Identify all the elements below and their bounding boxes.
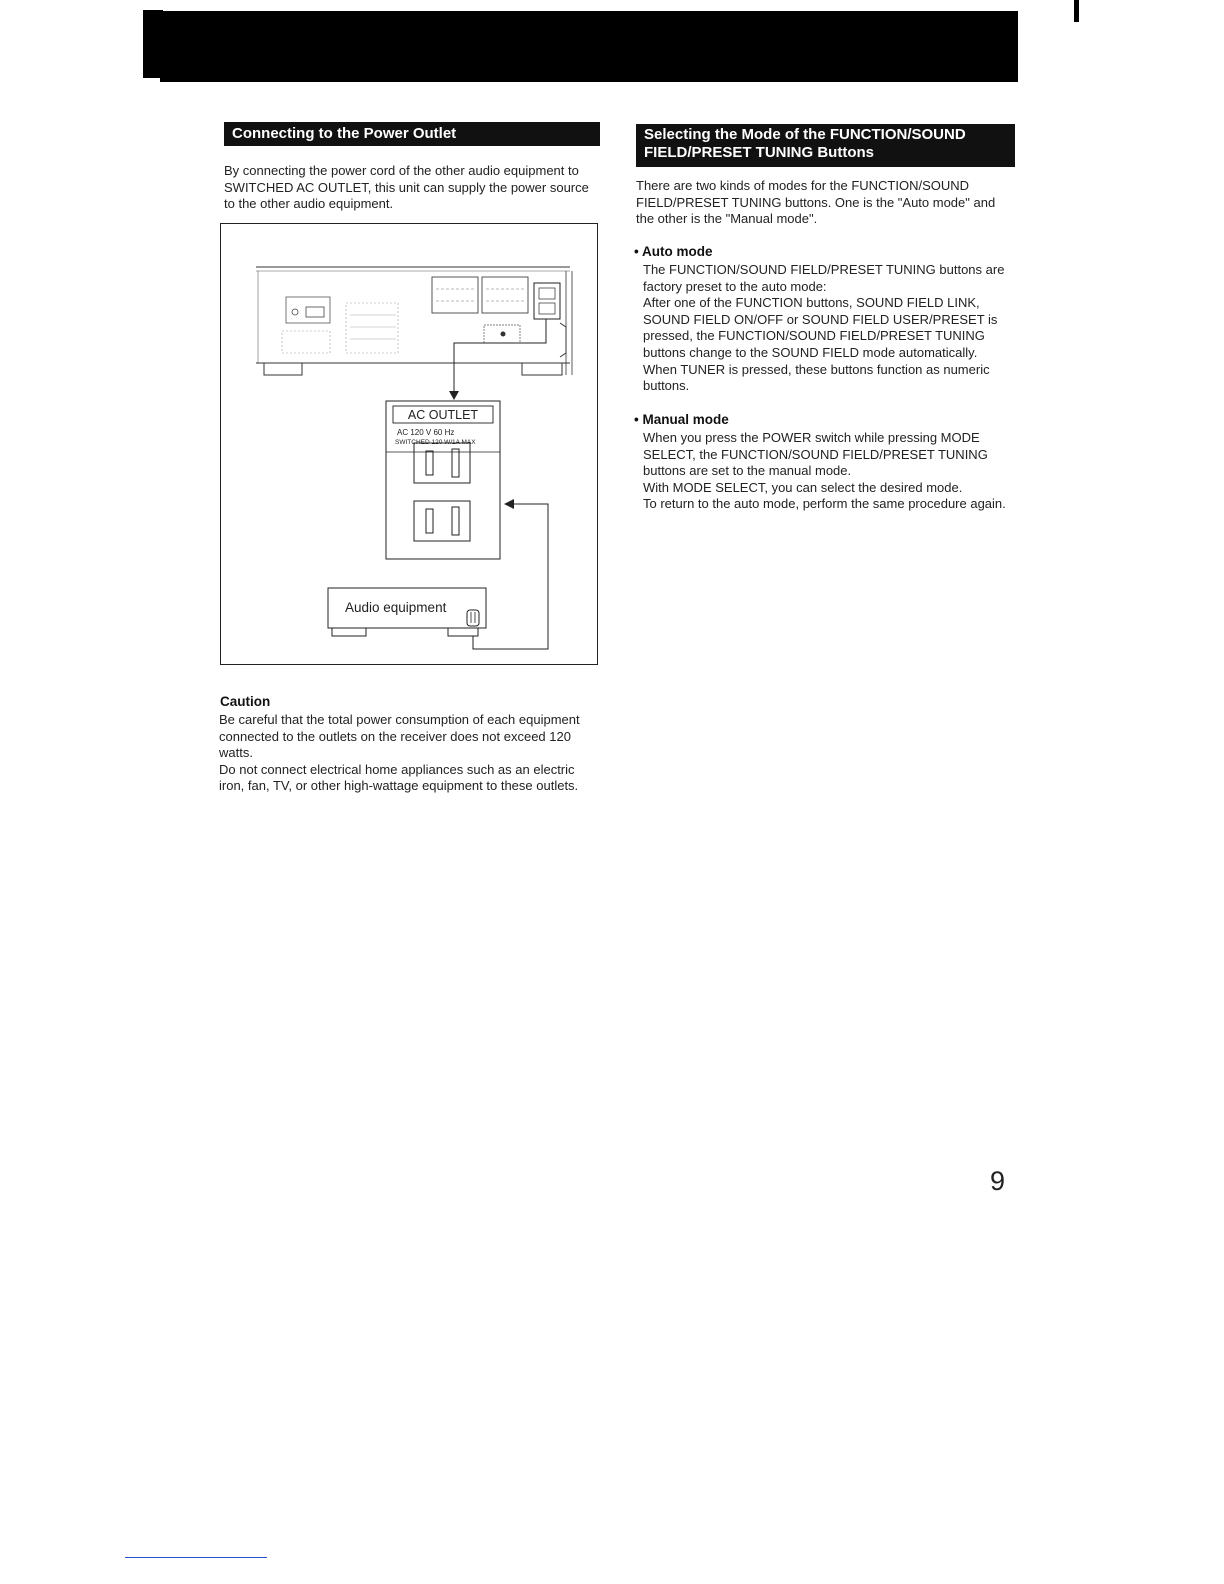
auto-mode-paragraph: After one of the FUNCTION buttons, SOUND FIELD LINK, SOUND FIELD ON/OFF or SOUND FIELD USER/PRESET is pressed, the FUNCTION/SOUND FIELD/PRESET TUNING buttons change to the SOUND FIELD mode automatically.: [643, 295, 998, 360]
ac-outlet-title: AC OUTLET: [407, 408, 479, 422]
connector-arrow-left: [473, 499, 548, 649]
caution-paragraph: Do not connect electrical home appliances such as an electric iron, fan, TV, or other high-wattage equipment to these outlets.: [219, 761, 579, 794]
receiver-rear-panel: [256, 267, 572, 375]
section-heading-power-outlet: [224, 122, 600, 146]
ac-outlet-spec: AC 120 V 60 Hz: [397, 428, 455, 437]
ac-outlet-spec-switched: SWITCHED 120 W/1A MAX: [395, 439, 476, 446]
manual-mode-paragraph: To return to the auto mode, perform the same procedure again.: [643, 496, 1006, 512]
section-heading-line: Selecting the Mode of the FUNCTION/SOUND: [644, 126, 966, 143]
auto-mode-paragraph: When TUNER is pressed, these buttons function as numeric buttons.: [643, 361, 990, 394]
auto-mode-heading: • Auto mode: [634, 244, 713, 259]
connection-diagram: [220, 223, 598, 665]
caution-paragraph: Be careful that the total power consumption of each equipment connected to the outlets on the receiver does not exceed 120 watts.: [219, 712, 580, 761]
manual-mode-heading: • Manual mode: [634, 412, 729, 427]
margin-mark: [1074, 0, 1079, 22]
manual-mode-paragraph: When you press the POWER switch while pressing MODE SELECT, the FUNCTION/SOUND FIELD/PRESET TUNING buttons are set to the manual mode.: [643, 430, 988, 479]
header-left-tab: [143, 10, 163, 78]
auto-mode-body: [643, 262, 1015, 395]
manual-mode-body: [643, 430, 1015, 513]
header-black-band: [160, 11, 1018, 82]
ac-outlet-panel: [386, 401, 500, 559]
page-number: 9: [990, 1166, 1006, 1196]
connection-diagram-svg: [220, 223, 598, 665]
section-heading-text: Connecting to the Power Outlet: [232, 125, 457, 142]
power-outlet-intro: By connecting the power cord of the other audio equipment to SWITCHED AC OUTLET, this unit can supply the power source to the other audio equipment.: [224, 163, 589, 212]
caution-body: [219, 712, 599, 795]
section-heading-line: FIELD/PRESET TUNING Buttons: [644, 144, 874, 161]
caution-heading: Caution: [220, 694, 271, 709]
mode-intro: There are two kinds of modes for the FUNCTION/SOUND FIELD/PRESET TUNING buttons. One is the "Auto mode" and the other is the "Manual mode".: [636, 178, 996, 227]
auto-mode-paragraph: The FUNCTION/SOUND FIELD/PRESET TUNING buttons are factory preset to the auto mode:: [643, 262, 1005, 294]
manual-mode-paragraph: With MODE SELECT, you can select the desired mode.: [643, 479, 963, 495]
audio-equipment-label: Audio equipment: [345, 600, 447, 615]
section-heading-mode-select: [636, 124, 1015, 167]
connector-arrow-down: [449, 319, 546, 400]
footer-rule: [125, 1557, 267, 1558]
